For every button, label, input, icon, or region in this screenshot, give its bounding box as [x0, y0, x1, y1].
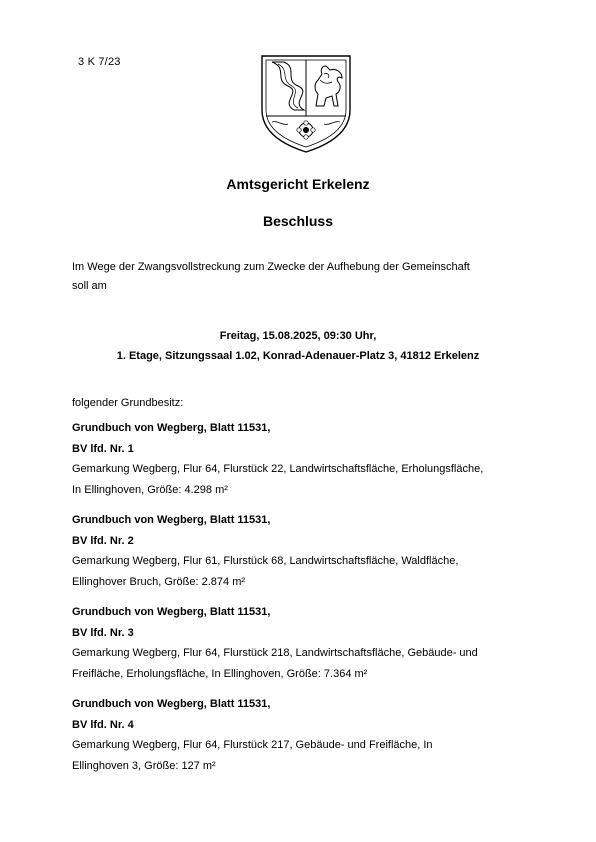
parcel-register: Grundbuch von Wegberg, Blatt 11531, [72, 422, 271, 434]
parcel-description: Gemarkung Wegberg, Flur 64, Flurstück 217, Gebäude- und Freifläche, In [72, 739, 433, 751]
parcel-number: BV lfd. Nr. 4 [72, 718, 134, 731]
intro-paragraph [72, 258, 532, 296]
appointment-block [0, 326, 596, 366]
intro-line: soll am [72, 280, 107, 292]
parcel-number: BV lfd. Nr. 3 [72, 626, 134, 639]
parcel-entry [72, 694, 542, 776]
parcel-entry [72, 418, 542, 500]
parcel-entry [72, 602, 542, 684]
parcel-description: Gemarkung Wegberg, Flur 61, Flurstück 68, Landwirtschaftsfläche, Waldfläche, [72, 555, 459, 567]
parcel-number: BV lfd. Nr. 1 [72, 442, 134, 455]
parcel-number: BV lfd. Nr. 2 [72, 534, 134, 547]
parcel-register: Grundbuch von Wegberg, Blatt 11531, [72, 698, 271, 710]
parcel-register: Grundbuch von Wegberg, Blatt 11531, [72, 514, 271, 526]
estate-intro: folgender Grundbesitz: [72, 397, 184, 409]
coat-of-arms-icon [258, 50, 354, 156]
parcel-description: Gemarkung Wegberg, Flur 64, Flurstück 22, Landwirtschaftsfläche, Erholungsfläche, [72, 463, 484, 475]
document-title: Beschluss [262, 213, 334, 229]
appointment-date: Freitag, 15.08.2025, 09:30 Uhr, [219, 330, 377, 342]
parcel-register: Grundbuch von Wegberg, Blatt 11531, [72, 606, 271, 618]
court-name: Amtsgericht Erkelenz [226, 176, 370, 192]
parcel-description: Ellinghover Bruch, Größe: 2.874 m² [72, 575, 246, 588]
case-number: 3 K 7/23 [78, 56, 121, 68]
parcel-description: Freifläche, Erholungsfläche, In Ellinghoven, Größe: 7.364 m² [72, 667, 368, 680]
parcel-description: Ellinghoven 3, Größe: 127 m² [72, 759, 216, 772]
parcel-description: Gemarkung Wegberg, Flur 64, Flurstück 218, Landwirtschaftsfläche, Gebäude- und [72, 647, 478, 659]
parcel-description: In Ellinghoven, Größe: 4.298 m² [72, 483, 228, 496]
intro-line: Im Wege der Zwangsvollstreckung zum Zwecke der Aufhebung der Gemeinschaft [72, 261, 470, 273]
parcel-entry [72, 510, 542, 592]
appointment-location: 1. Etage, Sitzungssaal 1.02, Konrad-Adenauer-Platz 3, 41812 Erkelenz [116, 350, 480, 362]
